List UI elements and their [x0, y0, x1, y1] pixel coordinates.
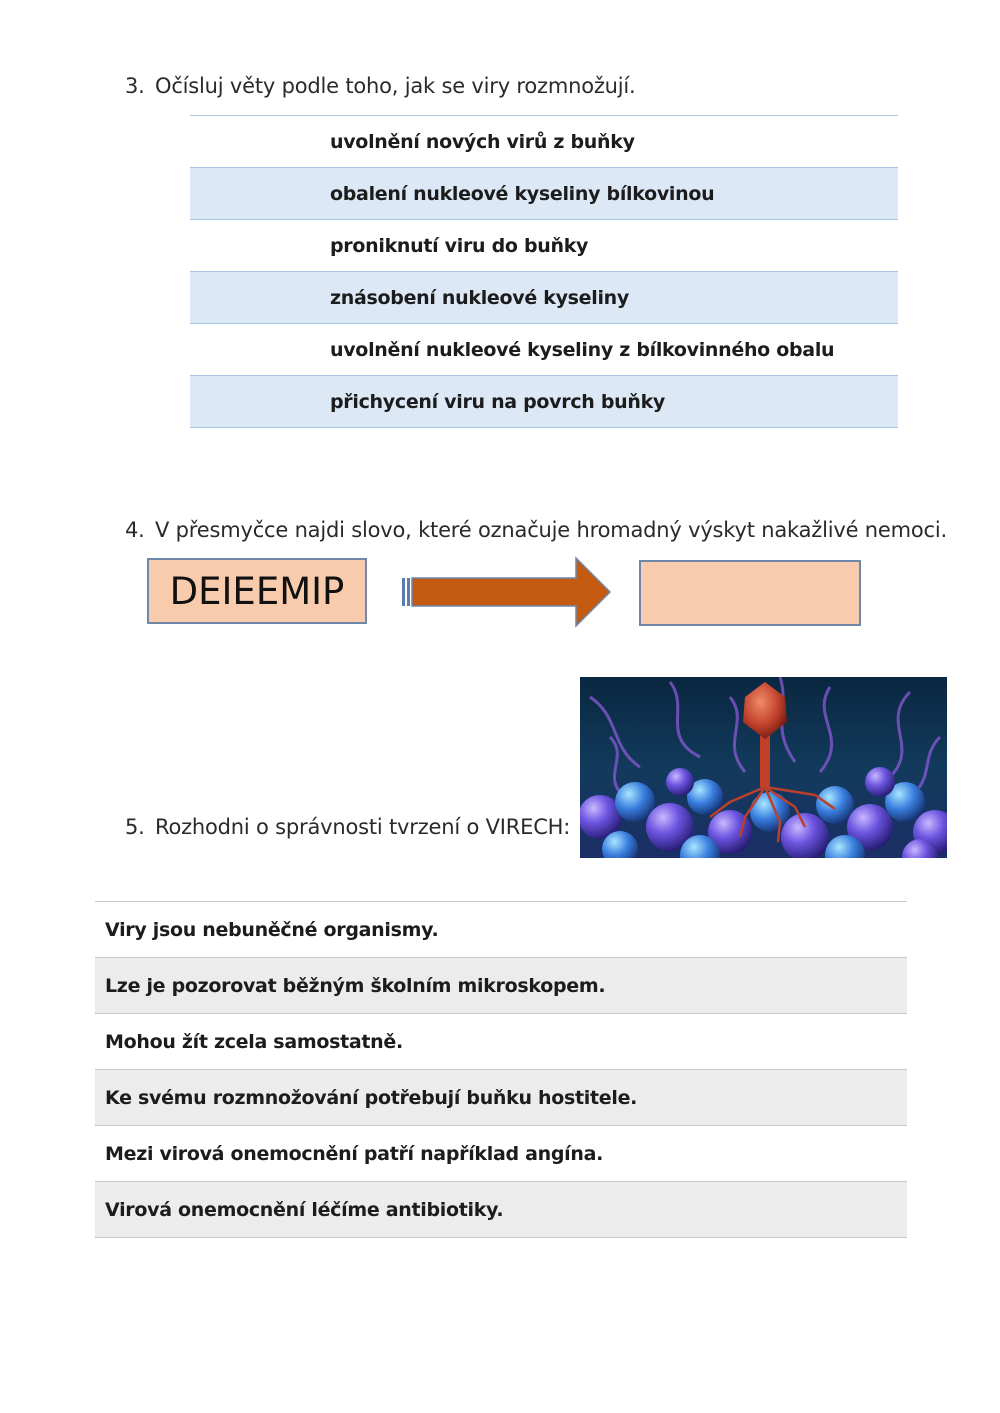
ordering-row-text: uvolnění nových virů z buňky: [330, 130, 635, 153]
anagram-box: DEIEEMIP: [147, 558, 367, 624]
ordering-row[interactable]: [190, 324, 898, 376]
ordering-row[interactable]: [190, 376, 898, 428]
ordering-row[interactable]: [190, 168, 898, 220]
ordering-row-text: znásobení nukleové kyseliny: [330, 286, 629, 309]
question-text: Rozhodni o správnosti tvrzení o VIRECH:: [155, 815, 571, 839]
statement-text: Viry jsou nebuněčné organismy.: [105, 918, 439, 941]
ordering-row-text: přichycení viru na povrch buňky: [330, 390, 666, 413]
question-text: Očísluj věty podle toho, jak se viry rozmnožují.: [155, 74, 636, 98]
right-arrow-icon: [402, 556, 614, 628]
ordering-row[interactable]: [190, 116, 898, 168]
ordering-row-text: obalení nukleové kyseliny bílkovinou: [330, 182, 715, 205]
statement-row[interactable]: [95, 1182, 907, 1238]
statement-row[interactable]: [95, 1070, 907, 1126]
ordering-table: [190, 115, 898, 428]
statement-text: Ke svému rozmnožování potřebují buňku hostitele.: [105, 1086, 638, 1109]
answer-input[interactable]: [639, 560, 861, 626]
statement-row[interactable]: [95, 958, 907, 1014]
ordering-row-text: proniknutí viru do buňky: [330, 234, 589, 257]
question-3-heading: [125, 74, 636, 98]
question-4-heading: [125, 518, 947, 542]
question-5-heading: [125, 815, 570, 839]
question-text: V přesmyčce najdi slovo, které označuje hromadný výskyt nakažlivé nemoci.: [155, 518, 947, 542]
ordering-row[interactable]: [190, 272, 898, 324]
statement-text: Mezi virová onemocnění patří například angína.: [105, 1142, 604, 1165]
question-number: 3.: [125, 74, 145, 98]
statement-text: Mohou žít zcela samostatně.: [105, 1030, 403, 1053]
ordering-row-text: uvolnění nukleové kyseliny z bílkovinného obalu: [330, 338, 835, 361]
true-false-table: [95, 901, 907, 1238]
statement-text: Lze je pozorovat běžným školním mikroskopem.: [105, 974, 606, 997]
question-number: 5.: [125, 815, 145, 839]
statement-row[interactable]: [95, 1014, 907, 1070]
statement-text: Virová onemocnění léčíme antibiotiky.: [105, 1198, 504, 1221]
bacteriophage-image: [580, 677, 947, 858]
question-number: 4.: [125, 518, 145, 542]
ordering-row[interactable]: [190, 220, 898, 272]
statement-row[interactable]: [95, 1126, 907, 1182]
statement-row[interactable]: [95, 902, 907, 958]
